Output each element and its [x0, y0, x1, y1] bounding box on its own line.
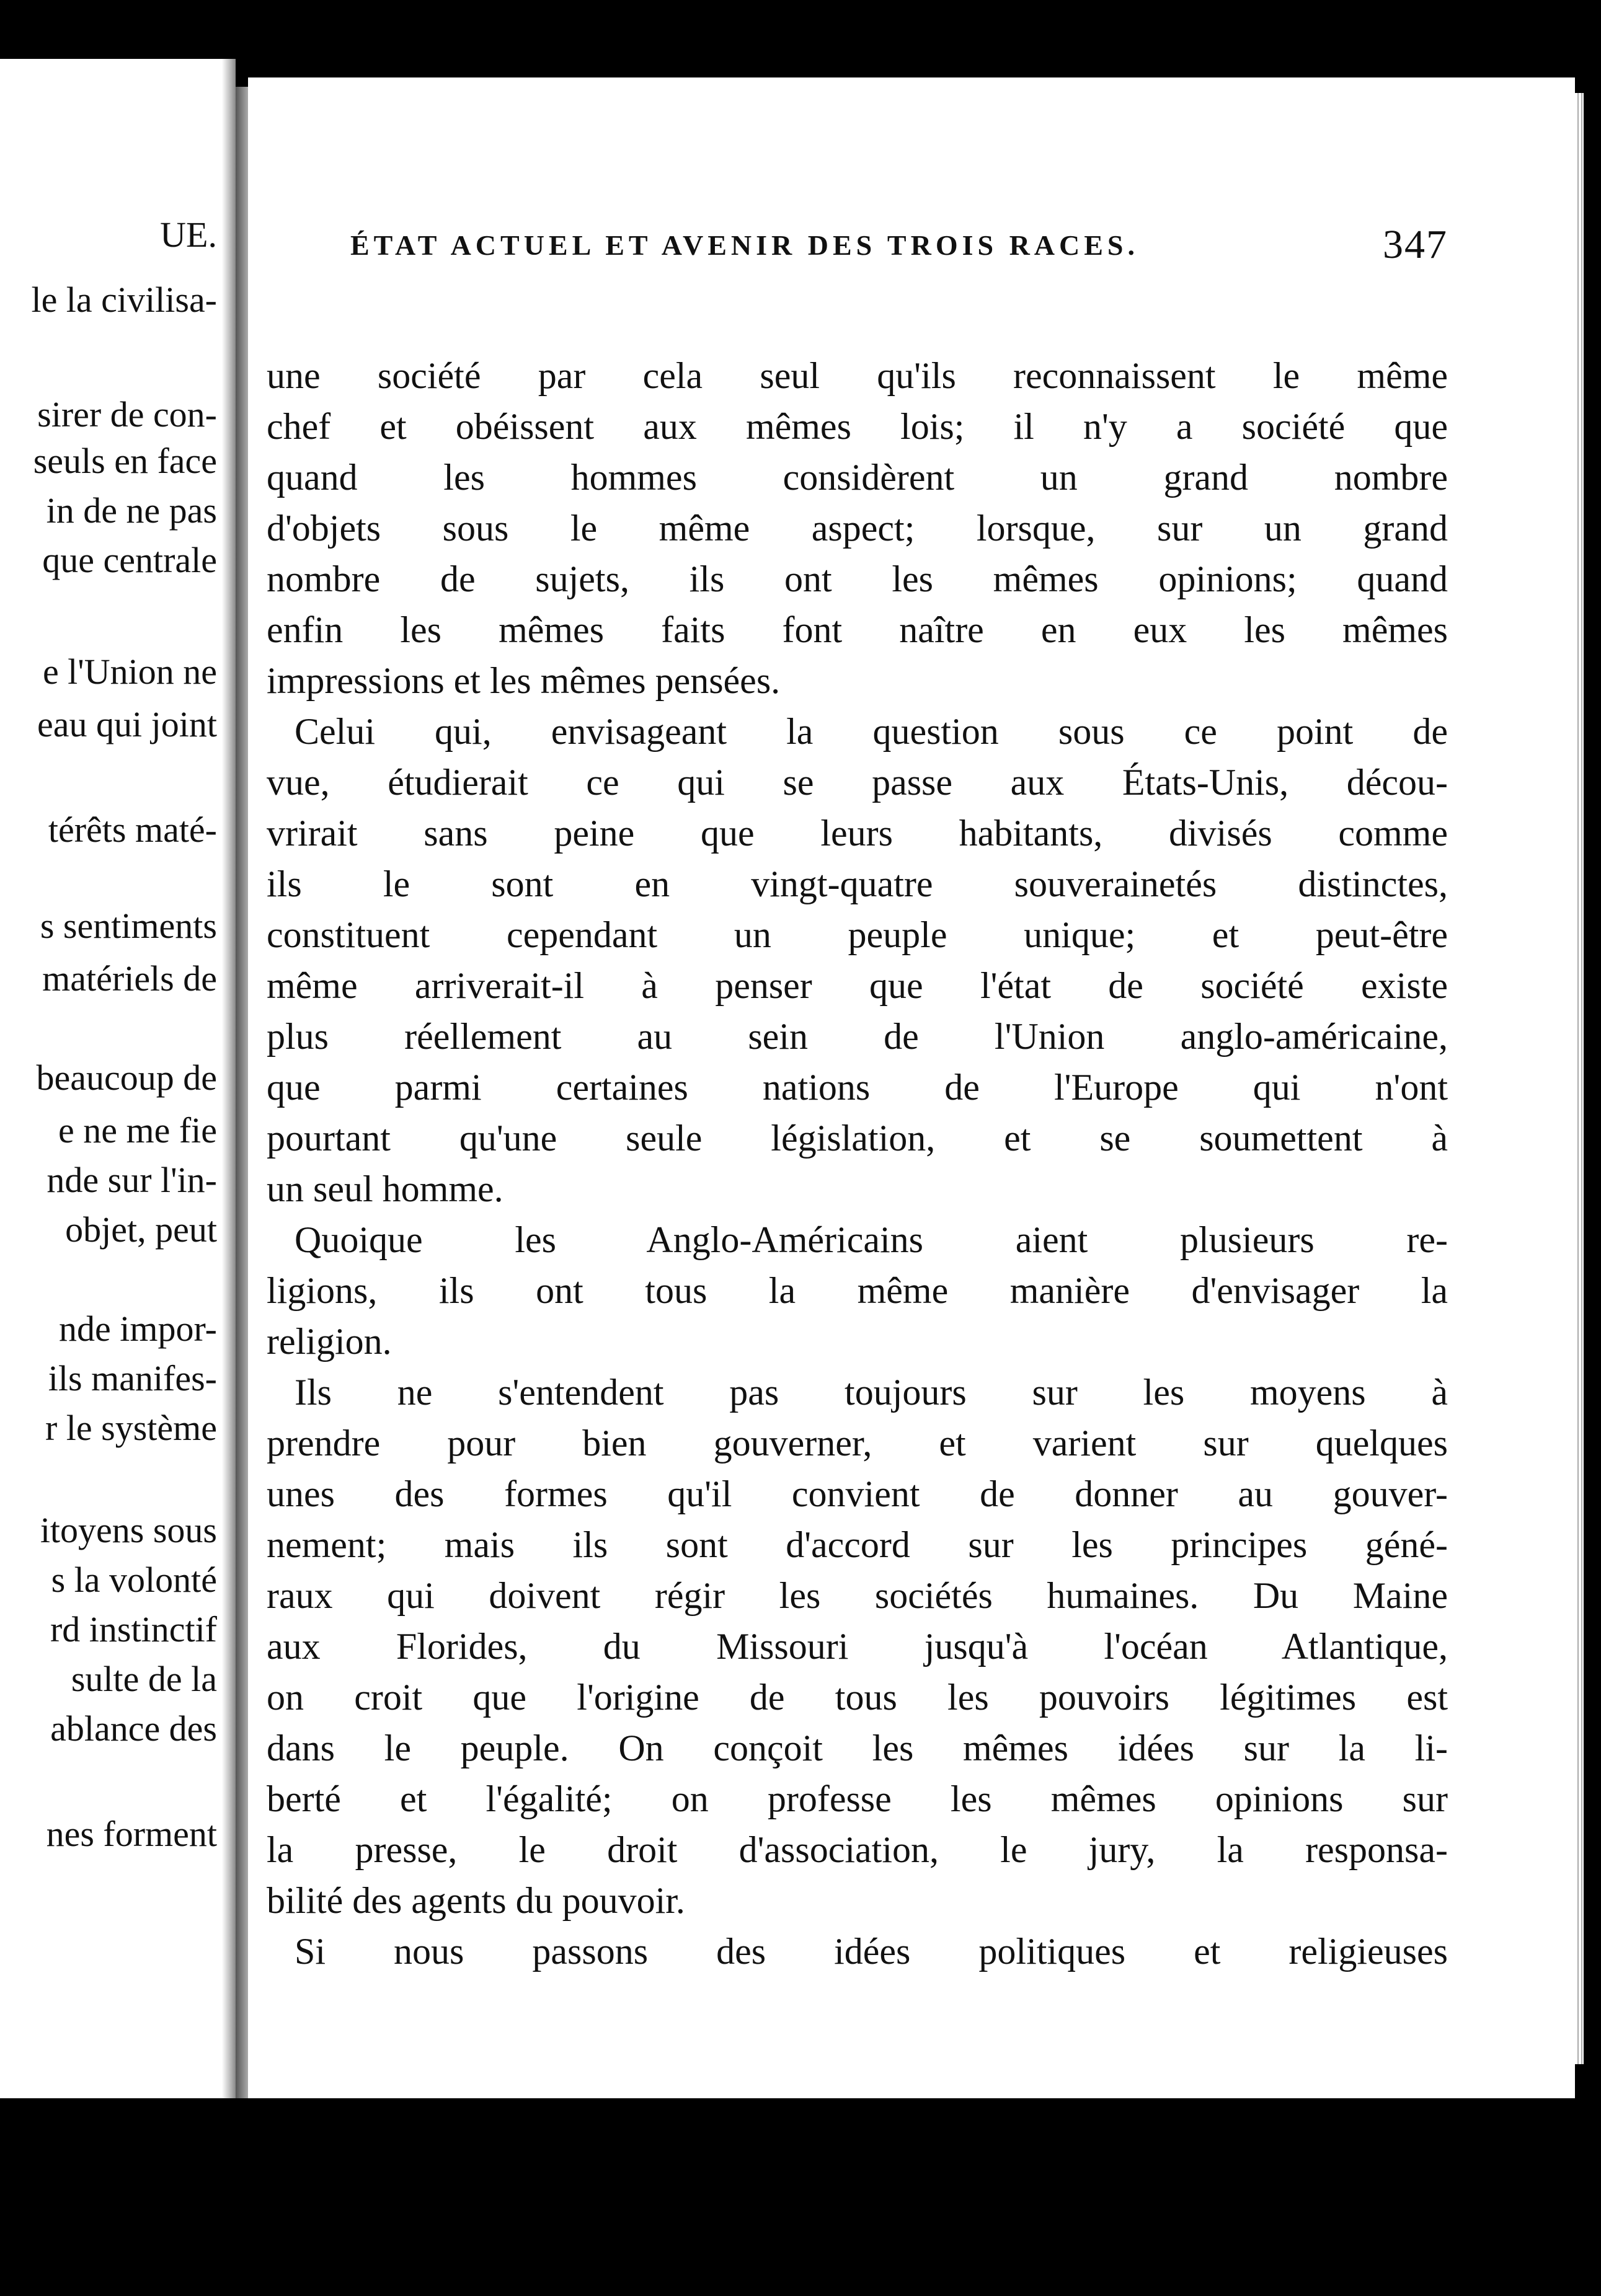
book-spine [236, 87, 248, 2098]
text-line: dans le peuple. On conçoit les mêmes idées sur la li- [267, 1728, 1448, 1768]
text-line: Quoique les Anglo-Américains aient plusieurs re- [295, 1219, 1448, 1260]
left-page-line: nde sur l'in- [47, 1160, 217, 1200]
left-page-line: le la civilisa- [31, 280, 217, 320]
text-line: plus réellement au sein de l'Union anglo-américaine, [267, 1016, 1448, 1057]
left-page-gutter [222, 59, 236, 2098]
left-page-line: seuls en face [33, 441, 217, 481]
text-line: un seul homme. [267, 1168, 503, 1209]
text-line: nombre de sujets, ils ont les mêmes opinions; quand [267, 559, 1448, 599]
page-number: 347 [1383, 222, 1448, 267]
text-line: vue, étudierait ce qui se passe aux États-Unis, décou- [267, 762, 1448, 803]
left-page-line: ablance des [50, 1708, 217, 1749]
left-page-line: e l'Union ne [42, 651, 217, 692]
text-line: berté et l'égalité; on professe les mêmes opinions sur [267, 1778, 1448, 1819]
text-line: enfin les mêmes faits font naître en eux les mêmes [267, 609, 1448, 650]
text-line: religion. [267, 1321, 392, 1362]
text-line: on croit que l'origine de tous les pouvoirs légitimes est [267, 1677, 1448, 1718]
left-page-line: r le système [45, 1408, 217, 1448]
text-line: Si nous passons des idées politiques et religieuses [295, 1931, 1448, 1972]
text-line: Ils ne s'entendent pas toujours sur les moyens à [295, 1372, 1448, 1413]
text-line: aux Florides, du Missouri jusqu'à l'océan Atlantique, [267, 1626, 1448, 1667]
left-page-line: que centrale [42, 540, 217, 580]
text-line: unes des formes qu'il convient de donner au gouver- [267, 1473, 1448, 1514]
left-page-line: ils manifes- [48, 1358, 217, 1398]
text-line: même arriverait-il à penser que l'état de société existe [267, 965, 1448, 1006]
left-page-line: matériels de [42, 958, 217, 999]
left-page-line: térêts maté- [48, 810, 217, 850]
left-page-line: in de ne pas [46, 490, 217, 531]
text-line: constituent cependant un peuple unique; et peut-être [267, 914, 1448, 955]
left-page-line: sirer de con- [37, 394, 217, 435]
text-line: raux qui doivent régir les sociétés humaines. Du Maine [267, 1575, 1448, 1616]
left-page-line: nes forment [46, 1814, 217, 1854]
text-line: quand les hommes considèrent un grand nombre [267, 457, 1448, 498]
text-line: chef et obéissent aux mêmes lois; il n'y a société que [267, 406, 1448, 447]
right-page [248, 77, 1575, 2098]
running-title: ÉTAT ACTUEL ET AVENIR DES TROIS RACES. [350, 229, 1140, 261]
left-page-line: sulte de la [71, 1659, 217, 1699]
text-line: Celui qui, envisageant la question sous ce point de [295, 711, 1448, 752]
text-line: que parmi certaines nations de l'Europe qui n'ont [267, 1067, 1448, 1108]
running-head [350, 221, 1448, 268]
left-page-line: nde impor- [59, 1309, 217, 1349]
left-page-line: s sentiments [40, 906, 217, 946]
text-line: prendre pour bien gouverner, et varient sur quelques [267, 1423, 1448, 1464]
text-line: d'objets sous le même aspect; lorsque, sur un grand [267, 508, 1448, 549]
left-page [0, 59, 236, 2098]
left-page-line: objet, peut [65, 1209, 217, 1250]
text-line: ligions, ils ont tous la même manière d'envisager la [267, 1270, 1448, 1311]
text-line: pourtant qu'une seule législation, et se soumettent à [267, 1118, 1448, 1159]
text-line: impressions et les mêmes pensées. [267, 660, 781, 701]
left-page-line: beaucoup de [36, 1057, 217, 1098]
left-page-line: s la volonté [51, 1560, 217, 1600]
text-line: une société par cela seul qu'ils reconnaissent le même [267, 355, 1448, 396]
left-page-line: UE. [160, 214, 217, 255]
text-line: ils le sont en vingt-quatre souverainetés distinctes, [267, 863, 1448, 904]
left-page-line: e ne me fie [58, 1110, 217, 1150]
left-page-line: rd instinctif [50, 1609, 217, 1649]
text-line: la presse, le droit d'association, le jury, la responsa- [267, 1829, 1448, 1870]
text-line: bilité des agents du pouvoir. [267, 1880, 685, 1921]
text-line: vrirait sans peine que leurs habitants, divisés comme [267, 813, 1448, 854]
left-page-line: eau qui joint [37, 704, 217, 744]
left-page-line: itoyens sous [40, 1510, 217, 1550]
text-line: nement; mais ils sont d'accord sur les principes géné- [267, 1524, 1448, 1565]
page-edges [1575, 93, 1584, 2064]
